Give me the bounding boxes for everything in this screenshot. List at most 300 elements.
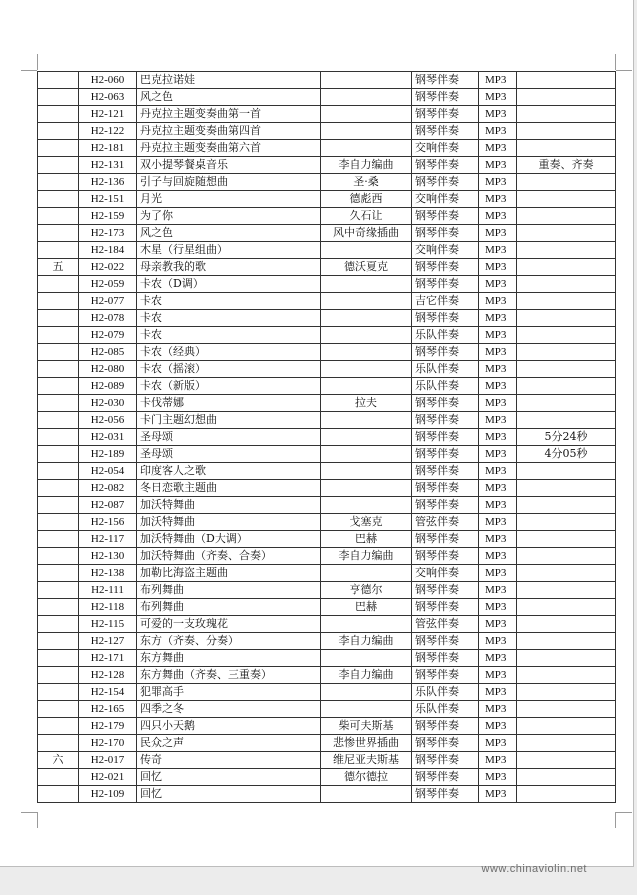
row-title-cell: 布列舞曲 [137, 582, 321, 599]
row-composer-cell: 久石让 [321, 208, 412, 225]
row-title-cell: 加沃特舞曲（齐奏、合奏） [137, 548, 321, 565]
row-section-cell: 五 [38, 259, 79, 276]
row-type-cell: 乐队伴奏 [412, 701, 479, 718]
row-code-cell: H2-128 [79, 667, 137, 684]
crop-mark-top-right-v [616, 70, 632, 71]
row-code-cell: H2-189 [79, 446, 137, 463]
table-row [38, 208, 616, 225]
row-code-cell: H2-156 [79, 514, 137, 531]
row-composer-cell: 巴赫 [321, 531, 412, 548]
table-row [38, 769, 616, 786]
table-row [38, 276, 616, 293]
table-row [38, 667, 616, 684]
row-code-cell: H2-087 [79, 497, 137, 514]
row-format-cell: MP3 [479, 89, 517, 106]
row-type-cell: 钢琴伴奏 [412, 344, 479, 361]
row-code-cell: H2-089 [79, 378, 137, 395]
table-row [38, 429, 616, 446]
row-format-cell: MP3 [479, 276, 517, 293]
row-type-cell: 管弦伴奏 [412, 616, 479, 633]
row-format-cell: MP3 [479, 174, 517, 191]
row-note-cell [517, 616, 616, 633]
row-format-cell: MP3 [479, 497, 517, 514]
row-section-cell [38, 327, 79, 344]
row-format-cell: MP3 [479, 701, 517, 718]
table-row [38, 599, 616, 616]
row-title-cell: 圣母颂 [137, 429, 321, 446]
row-title-cell: 四季之冬 [137, 701, 321, 718]
row-composer-cell: 李自力编曲 [321, 548, 412, 565]
row-title-cell: 卡门主题幻想曲 [137, 412, 321, 429]
table-row [38, 531, 616, 548]
row-note-cell [517, 480, 616, 497]
row-title-cell: 卡农（D调） [137, 276, 321, 293]
row-type-cell: 交响伴奏 [412, 242, 479, 259]
row-type-cell: 钢琴伴奏 [412, 633, 479, 650]
table-row [38, 786, 616, 803]
row-code-cell: H2-059 [79, 276, 137, 293]
row-title-cell: 加沃特舞曲（D大调） [137, 531, 321, 548]
row-note-cell [517, 276, 616, 293]
row-code-cell: H2-181 [79, 140, 137, 157]
row-title-cell: 卡农（新版） [137, 378, 321, 395]
table-row [38, 582, 616, 599]
row-title-cell: 东方（齐奏、分奏） [137, 633, 321, 650]
row-composer-cell [321, 361, 412, 378]
row-code-cell: H2-171 [79, 650, 137, 667]
row-composer-cell: 悲惨世界插曲 [321, 735, 412, 752]
row-note-cell [517, 752, 616, 769]
row-composer-cell: 德尔德拉 [321, 769, 412, 786]
row-note-cell [517, 123, 616, 140]
row-format-cell: MP3 [479, 395, 517, 412]
row-code-cell: H2-054 [79, 463, 137, 480]
row-title-cell: 加勒比海盗主题曲 [137, 565, 321, 582]
row-note-cell [517, 786, 616, 803]
row-code-cell: H2-111 [79, 582, 137, 599]
table-row [38, 480, 616, 497]
row-format-cell: MP3 [479, 480, 517, 497]
row-format-cell: MP3 [479, 565, 517, 582]
row-type-cell: 钢琴伴奏 [412, 497, 479, 514]
row-section-cell [38, 684, 79, 701]
row-code-cell: H2-022 [79, 259, 137, 276]
row-type-cell: 钢琴伴奏 [412, 650, 479, 667]
row-section-cell [38, 480, 79, 497]
row-type-cell: 钢琴伴奏 [412, 157, 479, 174]
row-title-cell: 卡农 [137, 310, 321, 327]
row-code-cell: H2-118 [79, 599, 137, 616]
row-code-cell: H2-130 [79, 548, 137, 565]
table-row [38, 310, 616, 327]
row-code-cell: H2-109 [79, 786, 137, 803]
row-title-cell: 东方舞曲（齐奏、三重奏） [137, 667, 321, 684]
row-type-cell: 交响伴奏 [412, 565, 479, 582]
row-note-cell [517, 242, 616, 259]
row-section-cell [38, 616, 79, 633]
row-section-cell [38, 735, 79, 752]
table-row [38, 446, 616, 463]
table-row [38, 378, 616, 395]
row-note-cell: 5分24秒 [517, 429, 616, 446]
row-title-cell: 布列舞曲 [137, 599, 321, 616]
row-note-cell [517, 582, 616, 599]
table-row [38, 259, 616, 276]
row-format-cell: MP3 [479, 293, 517, 310]
row-composer-cell: 李自力编曲 [321, 633, 412, 650]
row-type-cell: 钢琴伴奏 [412, 225, 479, 242]
row-composer-cell [321, 701, 412, 718]
row-section-cell [38, 157, 79, 174]
row-section-cell [38, 174, 79, 191]
row-code-cell: H2-115 [79, 616, 137, 633]
crop-mark-bottom-right-h [615, 812, 616, 828]
row-type-cell: 钢琴伴奏 [412, 667, 479, 684]
row-composer-cell [321, 89, 412, 106]
row-code-cell: H2-170 [79, 735, 137, 752]
table-row [38, 565, 616, 582]
row-code-cell: H2-030 [79, 395, 137, 412]
row-section-cell [38, 497, 79, 514]
row-section-cell [38, 429, 79, 446]
row-note-cell [517, 769, 616, 786]
row-section-cell [38, 361, 79, 378]
row-code-cell: H2-077 [79, 293, 137, 310]
row-code-cell: H2-122 [79, 123, 137, 140]
row-note-cell [517, 412, 616, 429]
row-composer-cell [321, 684, 412, 701]
row-type-cell: 钢琴伴奏 [412, 463, 479, 480]
row-section-cell [38, 191, 79, 208]
row-title-cell: 犯罪高手 [137, 684, 321, 701]
row-format-cell: MP3 [479, 633, 517, 650]
row-type-cell: 钢琴伴奏 [412, 106, 479, 123]
row-type-cell: 钢琴伴奏 [412, 752, 479, 769]
table-row [38, 395, 616, 412]
row-type-cell: 钢琴伴奏 [412, 718, 479, 735]
table-row [38, 633, 616, 650]
row-format-cell: MP3 [479, 650, 517, 667]
row-title-cell: 双小提琴餐桌音乐 [137, 157, 321, 174]
row-type-cell: 乐队伴奏 [412, 361, 479, 378]
row-type-cell: 钢琴伴奏 [412, 276, 479, 293]
row-note-cell [517, 225, 616, 242]
row-title-cell: 风之色 [137, 89, 321, 106]
table-row [38, 684, 616, 701]
row-code-cell: H2-184 [79, 242, 137, 259]
row-section-cell [38, 72, 79, 89]
row-code-cell: H2-117 [79, 531, 137, 548]
table-row [38, 72, 616, 89]
row-code-cell: H2-078 [79, 310, 137, 327]
row-code-cell: H2-085 [79, 344, 137, 361]
row-section-cell [38, 106, 79, 123]
watermark-text: www.chinaviolin.net [481, 863, 587, 875]
row-note-cell [517, 684, 616, 701]
row-title-cell: 丹克拉主题变奏曲第六首 [137, 140, 321, 157]
table-row [38, 140, 616, 157]
table-row [38, 242, 616, 259]
row-title-cell: 为了你 [137, 208, 321, 225]
row-title-cell: 木星（行星组曲） [137, 242, 321, 259]
row-section-cell [38, 140, 79, 157]
row-type-cell: 钢琴伴奏 [412, 259, 479, 276]
row-title-cell: 可爱的一支玫瑰花 [137, 616, 321, 633]
table-row [38, 548, 616, 565]
row-note-cell [517, 378, 616, 395]
row-format-cell: MP3 [479, 752, 517, 769]
row-section-cell [38, 633, 79, 650]
row-note-cell [517, 599, 616, 616]
row-title-cell: 丹克拉主题变奏曲第四首 [137, 123, 321, 140]
row-composer-cell: 德沃夏克 [321, 259, 412, 276]
row-format-cell: MP3 [479, 599, 517, 616]
row-composer-cell: 柴可夫斯基 [321, 718, 412, 735]
row-section-cell [38, 667, 79, 684]
row-code-cell: H2-082 [79, 480, 137, 497]
row-composer-cell [321, 106, 412, 123]
row-type-cell: 乐队伴奏 [412, 327, 479, 344]
row-composer-cell [321, 123, 412, 140]
row-note-cell [517, 667, 616, 684]
row-title-cell: 卡农（经典） [137, 344, 321, 361]
row-type-cell: 钢琴伴奏 [412, 769, 479, 786]
row-section-cell [38, 718, 79, 735]
row-title-cell: 丹克拉主题变奏曲第一首 [137, 106, 321, 123]
row-title-cell: 月光 [137, 191, 321, 208]
row-composer-cell [321, 480, 412, 497]
row-type-cell: 钢琴伴奏 [412, 412, 479, 429]
crop-mark-bottom-left-v [21, 812, 37, 813]
row-section-cell [38, 89, 79, 106]
row-title-cell: 加沃特舞曲 [137, 497, 321, 514]
row-composer-cell [321, 497, 412, 514]
row-section-cell [38, 531, 79, 548]
row-title-cell: 卡伐蒂娜 [137, 395, 321, 412]
table-row [38, 497, 616, 514]
row-format-cell: MP3 [479, 514, 517, 531]
table-row [38, 616, 616, 633]
row-code-cell: H2-165 [79, 701, 137, 718]
row-section-cell [38, 242, 79, 259]
row-note-cell [517, 633, 616, 650]
table-row [38, 89, 616, 106]
row-format-cell: MP3 [479, 463, 517, 480]
crop-mark-bottom-right-v [616, 812, 632, 813]
row-section-cell [38, 344, 79, 361]
row-section-cell [38, 446, 79, 463]
row-format-cell: MP3 [479, 769, 517, 786]
crop-mark-top-left-v [21, 70, 37, 71]
row-composer-cell [321, 616, 412, 633]
row-title-cell: 母亲教我的歌 [137, 259, 321, 276]
table-row [38, 293, 616, 310]
row-composer-cell: 德彪西 [321, 191, 412, 208]
row-title-cell: 民众之声 [137, 735, 321, 752]
row-code-cell: H2-060 [79, 72, 137, 89]
row-format-cell: MP3 [479, 157, 517, 174]
row-composer-cell [321, 565, 412, 582]
table-row [38, 344, 616, 361]
table-row [38, 106, 616, 123]
row-type-cell: 乐队伴奏 [412, 378, 479, 395]
row-note-cell: 重奏、齐奏 [517, 157, 616, 174]
row-note-cell [517, 565, 616, 582]
row-section-cell [38, 378, 79, 395]
row-title-cell: 圣母颂 [137, 446, 321, 463]
row-note-cell [517, 327, 616, 344]
row-type-cell: 交响伴奏 [412, 140, 479, 157]
row-code-cell: H2-173 [79, 225, 137, 242]
row-title-cell: 四只小天鹅 [137, 718, 321, 735]
row-format-cell: MP3 [479, 123, 517, 140]
row-composer-cell [321, 650, 412, 667]
row-title-cell: 回忆 [137, 786, 321, 803]
row-title-cell: 引子与回旋随想曲 [137, 174, 321, 191]
row-note-cell [517, 174, 616, 191]
table-row [38, 361, 616, 378]
table-row [38, 650, 616, 667]
row-code-cell: H2-056 [79, 412, 137, 429]
row-code-cell: H2-079 [79, 327, 137, 344]
row-format-cell: MP3 [479, 140, 517, 157]
row-note-cell [517, 191, 616, 208]
row-section-cell [38, 650, 79, 667]
row-type-cell: 吉它伴奏 [412, 293, 479, 310]
row-note-cell [517, 548, 616, 565]
row-type-cell: 钢琴伴奏 [412, 395, 479, 412]
row-composer-cell [321, 412, 412, 429]
row-format-cell: MP3 [479, 786, 517, 803]
row-format-cell: MP3 [479, 735, 517, 752]
row-composer-cell: 维尼亚夫斯基 [321, 752, 412, 769]
row-composer-cell [321, 242, 412, 259]
row-type-cell: 钢琴伴奏 [412, 310, 479, 327]
row-type-cell: 钢琴伴奏 [412, 208, 479, 225]
row-code-cell: H2-031 [79, 429, 137, 446]
row-title-cell: 巴克拉诺娃 [137, 72, 321, 89]
crop-mark-bottom-left-h [37, 812, 38, 828]
row-section-cell: 六 [38, 752, 79, 769]
row-composer-cell [321, 378, 412, 395]
row-note-cell [517, 497, 616, 514]
row-title-cell: 印度客人之歌 [137, 463, 321, 480]
table-row [38, 735, 616, 752]
row-code-cell: H2-159 [79, 208, 137, 225]
row-note-cell [517, 701, 616, 718]
row-format-cell: MP3 [479, 378, 517, 395]
row-format-cell: MP3 [479, 718, 517, 735]
row-note-cell [517, 735, 616, 752]
row-title-cell: 东方舞曲 [137, 650, 321, 667]
row-note-cell [517, 361, 616, 378]
row-code-cell: H2-154 [79, 684, 137, 701]
row-format-cell: MP3 [479, 582, 517, 599]
row-section-cell [38, 786, 79, 803]
row-format-cell: MP3 [479, 429, 517, 446]
row-type-cell: 钢琴伴奏 [412, 599, 479, 616]
row-title-cell: 卡农 [137, 293, 321, 310]
row-format-cell: MP3 [479, 191, 517, 208]
row-section-cell [38, 293, 79, 310]
table-row [38, 327, 616, 344]
row-composer-cell: 巴赫 [321, 599, 412, 616]
row-section-cell [38, 123, 79, 140]
row-note-cell [517, 293, 616, 310]
crop-mark-top-right-h [615, 54, 616, 70]
row-format-cell: MP3 [479, 616, 517, 633]
row-section-cell [38, 548, 79, 565]
row-type-cell: 乐队伴奏 [412, 684, 479, 701]
row-section-cell [38, 208, 79, 225]
row-format-cell: MP3 [479, 548, 517, 565]
row-type-cell: 钢琴伴奏 [412, 89, 479, 106]
row-type-cell: 钢琴伴奏 [412, 786, 479, 803]
row-format-cell: MP3 [479, 412, 517, 429]
row-code-cell: H2-151 [79, 191, 137, 208]
row-title-cell: 卡农（摇滚） [137, 361, 321, 378]
row-format-cell: MP3 [479, 684, 517, 701]
row-format-cell: MP3 [479, 310, 517, 327]
row-note-cell: 4分05秒 [517, 446, 616, 463]
row-section-cell [38, 310, 79, 327]
row-format-cell: MP3 [479, 106, 517, 123]
row-title-cell: 回忆 [137, 769, 321, 786]
music-catalog-table [37, 71, 616, 803]
row-composer-cell [321, 446, 412, 463]
row-note-cell [517, 310, 616, 327]
table-row [38, 123, 616, 140]
row-composer-cell [321, 72, 412, 89]
row-format-cell: MP3 [479, 361, 517, 378]
row-composer-cell [321, 293, 412, 310]
row-type-cell: 钢琴伴奏 [412, 72, 479, 89]
row-type-cell: 钢琴伴奏 [412, 429, 479, 446]
row-format-cell: MP3 [479, 259, 517, 276]
row-composer-cell: 李自力编曲 [321, 157, 412, 174]
table-row [38, 412, 616, 429]
row-note-cell [517, 106, 616, 123]
row-title-cell: 传奇 [137, 752, 321, 769]
row-composer-cell [321, 310, 412, 327]
row-note-cell [517, 72, 616, 89]
table-row [38, 174, 616, 191]
row-section-cell [38, 769, 79, 786]
row-composer-cell [321, 463, 412, 480]
row-note-cell [517, 718, 616, 735]
row-format-cell: MP3 [479, 344, 517, 361]
row-note-cell [517, 259, 616, 276]
row-note-cell [517, 531, 616, 548]
row-note-cell [517, 89, 616, 106]
row-section-cell [38, 565, 79, 582]
row-note-cell [517, 650, 616, 667]
row-format-cell: MP3 [479, 667, 517, 684]
table-row [38, 701, 616, 718]
row-code-cell: H2-136 [79, 174, 137, 191]
row-note-cell [517, 514, 616, 531]
row-code-cell: H2-138 [79, 565, 137, 582]
table-row [38, 463, 616, 480]
row-composer-cell: 风中奇缘插曲 [321, 225, 412, 242]
crop-mark-top-left-h [37, 54, 38, 70]
row-section-cell [38, 463, 79, 480]
row-title-cell: 卡农 [137, 327, 321, 344]
table-row [38, 157, 616, 174]
row-code-cell: H2-127 [79, 633, 137, 650]
row-composer-cell [321, 140, 412, 157]
table-row [38, 514, 616, 531]
